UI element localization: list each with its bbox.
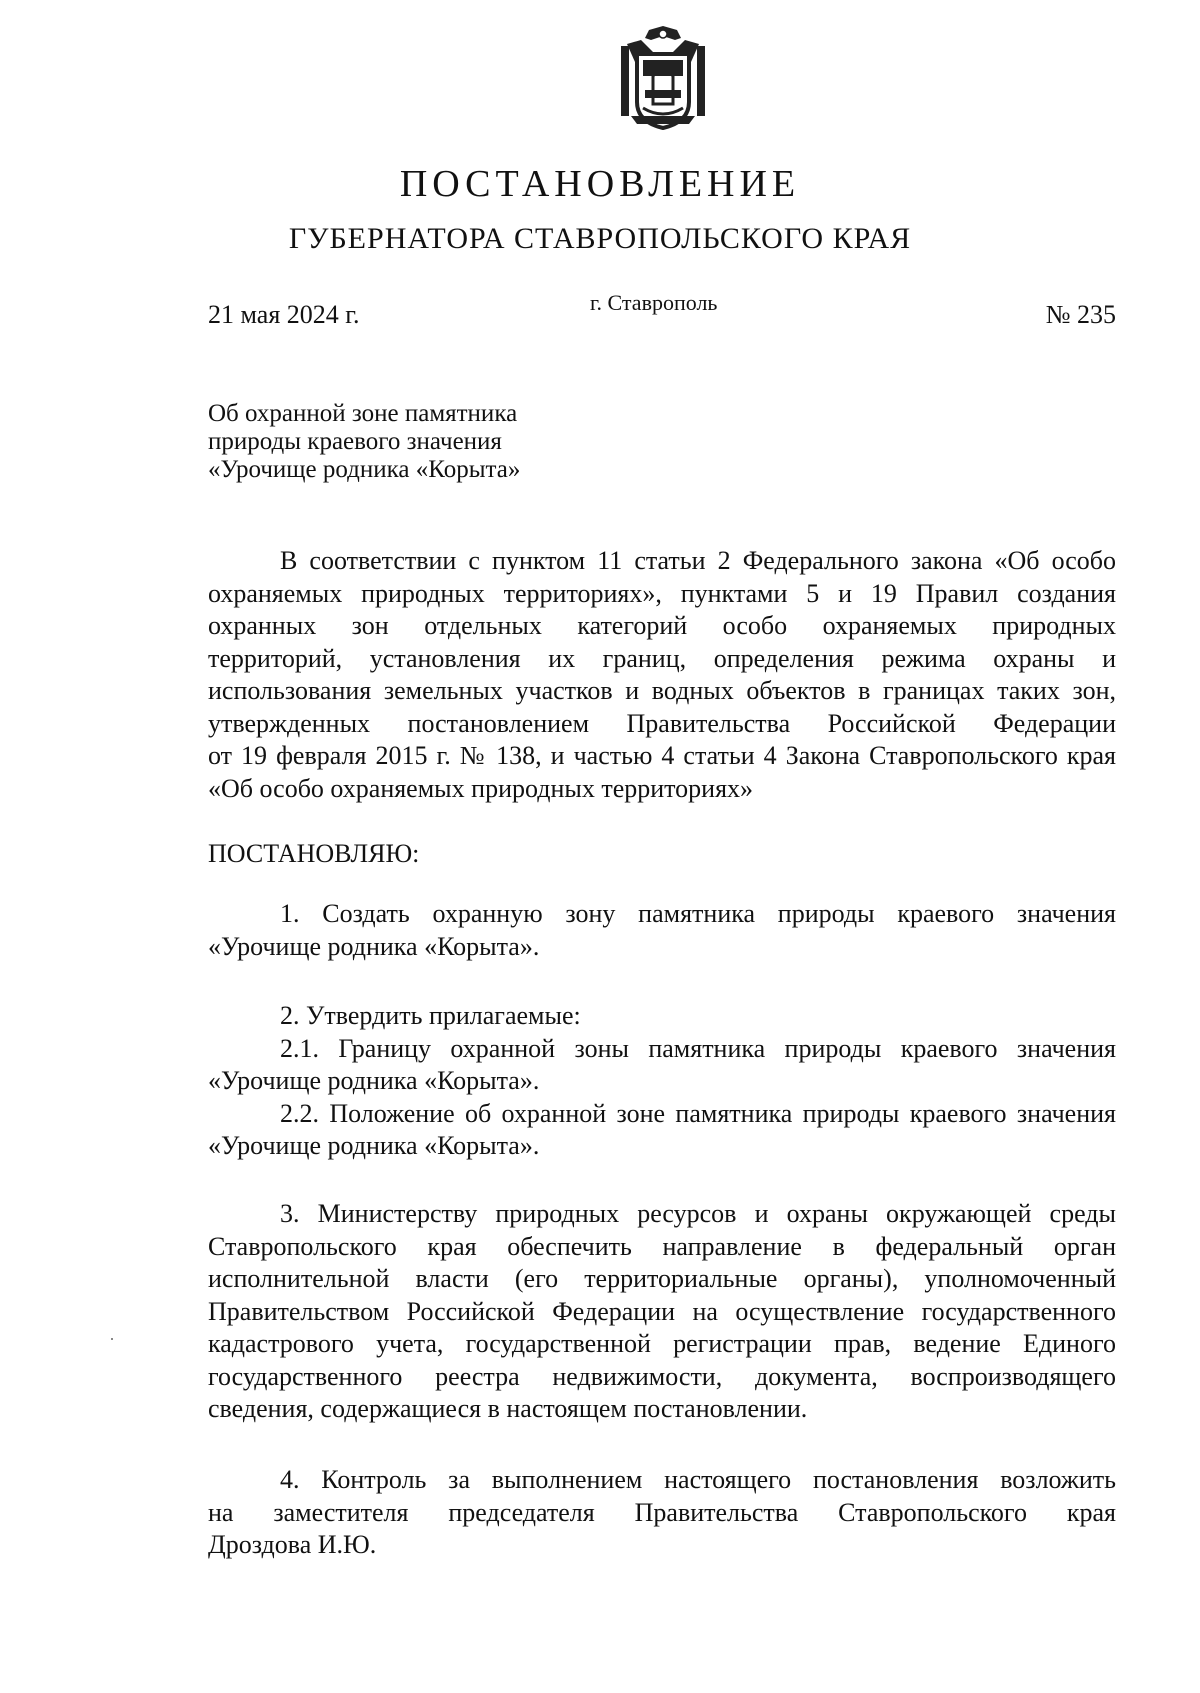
item-3-line: Ставропольского края обеспечить направление в федеральный орган <box>208 1231 1116 1261</box>
item-3-line: исполнительной власти (его территориальные органы), уполномоченный <box>208 1264 1116 1293</box>
scan-speck <box>111 1338 113 1340</box>
item-2-1-line: «Урочище родника «Корыта». <box>208 1066 540 1095</box>
item-4-paragraph <box>208 1464 1116 1562</box>
item-1-line: «Урочище родника «Корыта». <box>208 931 540 961</box>
document-date: 21 мая 2024 г. <box>208 300 360 329</box>
item-4-line: 4. Контроль за выполнением настоящего постановления возложить <box>280 1465 1116 1494</box>
preamble-line: территорий, установления их границ, определения режима охраны и <box>208 643 1116 673</box>
subject-line: Об охранной зоне памятника <box>208 400 518 427</box>
decree-word: ПОСТАНОВЛЯЮ: <box>208 839 420 868</box>
document-subject <box>208 400 628 484</box>
item-3-line: сведения, содержащиеся в настоящем постановлении. <box>208 1394 808 1423</box>
issuing-authority-heading: ГУБЕРНАТОРА СТАВРОПОЛЬСКОГО КРАЯ <box>288 222 912 255</box>
preamble-line: охраняемых природных территориях», пунктами 5 и 19 Правил создания <box>208 578 1116 608</box>
preamble-line: от 19 февраля 2015 г. № 138, и частью 4 статьи 4 Закона Ставропольского края <box>208 741 1116 770</box>
preamble-line: «Об особо охраняемых природных территориях» <box>208 773 754 803</box>
item-3-line: 3. Министерству природных ресурсов и охраны окружающей среды <box>280 1199 1116 1228</box>
item-2-2-line: 2.2. Положение об охранной зоне памятника природы краевого значения <box>280 1098 1116 1128</box>
document-type-heading: ПОСТАНОВЛЕНИЕ <box>399 163 801 205</box>
item-2-1-line: 2.1. Границу охранной зоны памятника природы краевого значения <box>280 1033 1116 1063</box>
item-3-line: Правительством Российской Федерации на осуществление государственного <box>208 1296 1116 1326</box>
preamble-line: охранных зон отдельных категорий особо охраняемых природных <box>208 611 1116 640</box>
preamble-line: использования земельных участков и водных объектов в границах таких зон, <box>208 676 1116 705</box>
preamble-paragraph <box>208 545 1116 805</box>
item-2-line: 2. Утвердить прилагаемые: <box>280 1001 581 1030</box>
item-3-line: государственного реестра недвижимости, документа, воспроизводящего <box>208 1361 1116 1391</box>
item-3-paragraph <box>208 1198 1116 1426</box>
subject-line: «Урочище родника «Корыта» <box>208 456 521 483</box>
item-1-line: 1. Создать охранную зону памятника природы краевого значения <box>280 899 1116 928</box>
item-3-line: кадастрового учета, государственной регистрации прав, ведение Единого <box>208 1329 1116 1358</box>
item-4-line: на заместителя председателя Правительства Ставропольского края <box>208 1497 1116 1527</box>
item-1-paragraph <box>208 898 1116 963</box>
item-4-line: Дроздова И.Ю. <box>208 1530 377 1559</box>
subject-line: природы краевого значения <box>208 428 502 455</box>
preamble-line: В соответствии с пунктом 11 статьи 2 Федерального закона «Об особо <box>280 546 1116 575</box>
document-city: г. Ставрополь <box>590 290 718 315</box>
item-2-paragraph <box>208 1000 1116 1163</box>
document-number: № 235 <box>1045 300 1116 329</box>
item-2-2-line: «Урочище родника «Корыта». <box>208 1131 540 1160</box>
preamble-line: утвержденных постановлением Правительства Российской Федерации <box>208 708 1116 738</box>
coat-of-arms-emblem <box>619 24 707 132</box>
